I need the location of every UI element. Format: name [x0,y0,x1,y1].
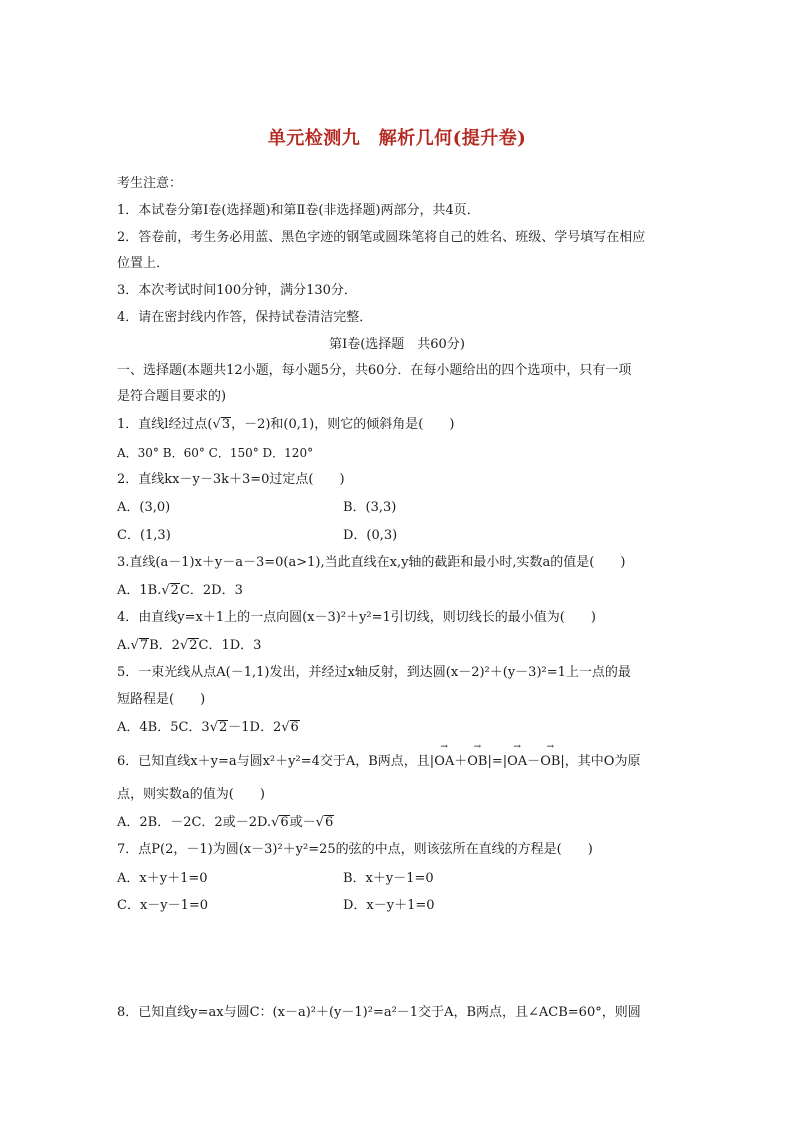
notice-line-1: 1．本试卷分第Ⅰ卷(选择题)和第Ⅱ卷(非选择题)两部分，共4页． [117,203,480,218]
part-title: 第Ⅰ卷(选择题 共60分) [329,337,465,352]
section-heading: 一、选择题(本题共12小题，每小题5分，共60分．在每小题给出的四个选项中，只有一项 [117,363,632,378]
sqrt-radicand: 7 [139,638,149,653]
question-6-options-b: 或－ [289,815,316,830]
sqrt-symbol: √2 [179,638,198,653]
page-title: 单元检测九 解析几何(提升卷) [267,128,527,149]
question-6-text-b: |，其中O为原 [560,754,641,769]
question-4-options-b: B．2 [149,638,180,653]
question-4-options-a: A. [117,638,131,653]
question-2-option-d: D．(0,3) [343,528,398,543]
question-5-stem: 5．一束光线从点A(－1,1)发出，并经过x轴反射，到达圆(x－2)²＋(y－3)²=1上一点的最 [117,665,631,680]
equals-sign: |=| [487,754,508,769]
notice-line-4: 4．请在密封线内作答，保持试卷清洁完整． [117,310,373,325]
notice-line-2-cont: 位置上． [117,256,170,271]
sqrt-radicand: 2 [219,720,228,735]
vector-oa: → OA [507,754,527,770]
sqrt-symbol: √6 [281,720,299,735]
question-7-option-a: A．x＋y＋1=0 [117,871,208,886]
vector-ob: → OB [467,754,487,770]
question-2-option-c: C．(1,3) [117,528,171,543]
question-4-stem: 4．由直线y=x＋1上的一点向圆(x－3)²＋y²=1引切线，则切线长的最小值为( ) [117,610,596,625]
sqrt-symbol: √2 [209,720,228,735]
question-2-option-a: A．(3,0) [117,500,171,515]
question-6-text-a: 6．已知直线x＋y=a与圆x²＋y²=4交于A，B两点，且| [117,754,435,769]
notice-line-2: 2．答卷前，考生务必用蓝、黑色字迹的钢笔或圆珠笔将自己的姓名、班级、学号填写在相应 [117,230,646,245]
question-7-option-d: D．x－y＋1=0 [343,898,435,913]
sqrt-symbol: √3 [212,417,231,432]
question-5-options-b: －1D．2 [228,720,282,735]
question-3-stem: 3.直线(a－1)x＋y－a－3=0(a>1),当此直线在x,y轴的截距和最小时,实数a的值是( ) [117,555,626,570]
sqrt-radicand: 3 [221,417,231,432]
question-7-stem: 7．点P(2，－1)为圆(x－3)²＋y²=25的弦的中点，则该弦所在直线的方程是( ) [117,842,593,857]
sqrt-radicand: 6 [290,720,299,735]
question-1-stem [117,417,454,433]
question-4-options [117,638,261,654]
question-5-options [117,720,300,736]
question-1-text-a: 1．直线l经过点( [117,417,213,432]
sqrt-symbol: √6 [271,815,289,830]
vector-oa: → OA [434,754,454,770]
question-2-stem: 2．直线kx－y－3k＋3=0过定点( ) [117,472,345,487]
notice-line-3: 3．本次考试时间100分钟，满分130分． [117,283,357,298]
question-2-option-b: B．(3,3) [343,500,397,515]
section-heading-cont: 是符合题目要求的) [117,389,227,404]
question-6-options [117,815,334,831]
notice-heading: 考生注意： [117,176,183,191]
question-6-stem [117,754,640,770]
question-5-stem-cont: 短路程是( ) [117,692,206,707]
question-8-stem: 8．已知直线y=ax与圆C：(x－a)²＋(y－1)²=a²－1交于A，B两点，且∠ACB=60°，则圆 [117,1005,641,1020]
question-1-options: A．30° B．60° C．150° D．120° [117,446,314,460]
question-1-text-b: ，－2)和(0,1)，则它的倾斜角是( ) [231,417,455,432]
question-5-options-a: A．4B．5C．3 [117,720,210,735]
question-3-options [117,583,243,599]
sqrt-symbol: √6 [315,815,334,830]
sqrt-symbol: √7 [130,638,149,653]
question-6-stem-cont: 点，则实数a的值为( ) [117,787,265,802]
vector-ob: → OB [540,754,560,770]
question-7-option-b: B．x＋y－1=0 [343,871,434,886]
question-7-option-c: C．x－y－1=0 [117,898,209,913]
sqrt-symbol: √2 [161,583,179,598]
question-3-options-b: C．2D．3 [179,583,243,598]
sqrt-radicand: 6 [324,815,334,830]
minus-sign: － [527,754,541,769]
plus-sign: ＋ [454,754,468,769]
question-3-options-a: A．1B. [117,583,162,598]
question-6-options-a: A．2B．－2C．2或－2D. [117,815,272,830]
question-4-options-c: C．1D．3 [198,638,262,653]
sqrt-radicand: 2 [189,638,198,653]
sqrt-radicand: 2 [170,583,179,598]
sqrt-radicand: 6 [280,815,289,830]
